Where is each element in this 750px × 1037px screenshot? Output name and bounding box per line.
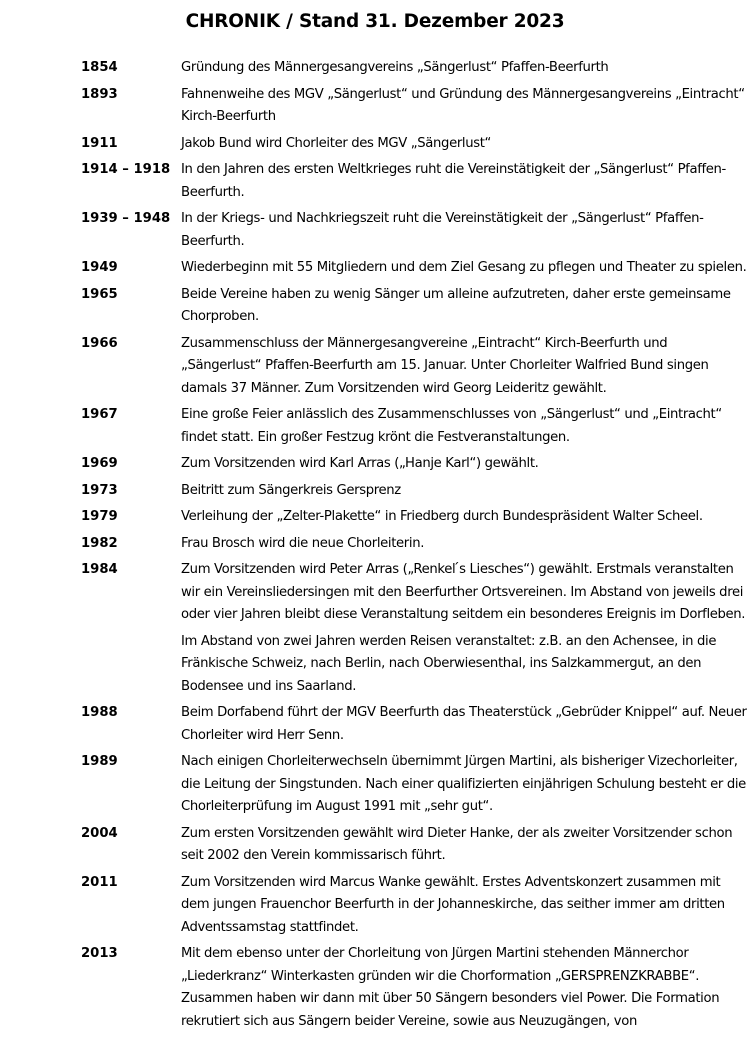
- chronicle-entry: [0, 404, 750, 449]
- entry-description: [181, 823, 749, 868]
- entry-description: [181, 480, 749, 503]
- chronicle-entry: [0, 333, 750, 401]
- chronicle-entry: [0, 133, 750, 156]
- entry-year: 1982: [81, 535, 118, 551]
- entry-description: [181, 453, 749, 476]
- chronicle-entry: [0, 751, 750, 819]
- entry-year: 1911: [81, 135, 118, 151]
- entry-year: 1893: [81, 86, 118, 102]
- chronicle-entry: [0, 159, 750, 204]
- entry-description: [181, 943, 749, 1033]
- chronicle-entry: [0, 284, 750, 329]
- entry-year: 1988: [81, 705, 118, 720]
- chronicle-entry: [0, 506, 750, 529]
- entry-paragraph: Zum Vorsitzenden wird Peter Arras („Renkel ́s Liesches“) gewählt. Erstmals veranstalten wir ein Vereinsliedersingen mit den Beerfurther Ortsvereinen. Im Abstand von jeweils drei oder vier Jahren bleibt diese Veranstaltung seitdem ein besonderes Ereignis im Dorfleben.: [181, 562, 746, 622]
- chronicle-entry: [0, 533, 750, 556]
- chronicle-entry: [0, 702, 750, 747]
- entry-paragraph: Jakob Bund wird Chorleiter des MGV „Sängerlust“: [181, 135, 492, 151]
- entry-description: [181, 133, 749, 156]
- entry-paragraph: Beitritt zum Sängerkreis Gersprenz: [181, 482, 401, 498]
- chronicle-entry: [0, 84, 750, 129]
- entry-year: 1965: [81, 286, 118, 302]
- chronicle-entry: [0, 257, 750, 280]
- entry-year: 1969: [81, 456, 118, 471]
- entry-description: [181, 208, 749, 253]
- chronicle-entry: [0, 480, 750, 503]
- entry-description: [181, 257, 749, 280]
- entry-description: [181, 702, 749, 747]
- chronicle-entry: [0, 57, 750, 80]
- chronicle-entry: [0, 943, 750, 1033]
- entry-description: [181, 751, 749, 819]
- entry-paragraph: In der Kriegs- und Nachkriegszeit ruht die Vereinstätigkeit der „Sängerlust“ Pfaffen-Beerfurth.: [181, 211, 704, 249]
- entry-paragraph: Frau Brosch wird die neue Chorleiterin.: [181, 535, 425, 551]
- entry-description: [181, 333, 749, 401]
- entry-paragraph: Gründung des Männergesangvereins „Sängerlust“ Pfaffen-Beerfurth: [181, 60, 609, 75]
- entry-description: [181, 284, 749, 329]
- entry-year: 1914 – 1918: [81, 162, 171, 177]
- entry-year: 1984: [81, 562, 118, 577]
- entry-paragraph: Beim Dorfabend führt der MGV Beerfurth das Theaterstück „Gebrüder Knippel“ auf. Neuer Chorleiter wird Herr Senn.: [181, 705, 747, 743]
- entry-year: 1949: [81, 260, 118, 275]
- entry-paragraph: Fahnenweihe des MGV „Sängerlust“ und Gründung des Männergesangvereins „Eintracht“ Kirch-Beerfurth: [181, 86, 745, 124]
- chronicle-list: [0, 57, 750, 1037]
- entry-paragraph: Im Abstand von zwei Jahren werden Reisen veranstaltet: z.B. an den Achensee, in die Fränkische Schweiz, nach Berlin, nach Oberwiesenthal, ins Salzkammergut, an den Bodensee und ins Saarland.: [181, 633, 717, 694]
- entry-description: [181, 872, 749, 940]
- entry-year: 1967: [81, 407, 118, 422]
- entry-paragraph: Eine große Feier anlässlich des Zusammenschlusses von „Sängerlust“ und „Eintracht“ findet statt. Ein großer Festzug krönt die Festveranstaltungen.: [181, 407, 722, 445]
- entry-year: 1989: [81, 754, 118, 769]
- entry-description: [181, 404, 749, 449]
- entry-year: 2011: [81, 874, 118, 890]
- chronicle-entry: [0, 208, 750, 253]
- entry-paragraph: Mit dem ebenso unter der Chorleitung von Jürgen Martini stehenden Männerchor „Liederkranz“ Winterkasten gründen wir die Chorformation „GERSPRENZKRABBE“. Zusammen haben wir dann mit über 50 Sängern besonders viel Power. Die Formation rekrutiert sich aus Sängern beider Vereine, sowie aus Neuzugängen, von: [181, 946, 720, 1029]
- entry-paragraph: Beide Vereine haben zu wenig Sänger um alleine aufzutreten, daher erste gemeinsame Chorproben.: [181, 286, 731, 324]
- entry-description: [181, 84, 749, 129]
- chronicle-entry: [0, 823, 750, 868]
- entry-year: 1939 – 1948: [81, 211, 171, 226]
- entry-description: [181, 559, 749, 698]
- entry-paragraph: Wiederbeginn mit 55 Mitgliedern und dem Ziel Gesang zu pflegen und Theater zu spielen.: [181, 260, 747, 275]
- page-title: CHRONIK / Stand 31. Dezember 2023: [185, 11, 565, 32]
- chronicle-entry: [0, 559, 750, 698]
- entry-paragraph: Zum Vorsitzenden wird Karl Arras („Hanje Karl“) gewählt.: [181, 456, 539, 471]
- entry-paragraph: Zum ersten Vorsitzenden gewählt wird Dieter Hanke, der als zweiter Vorsitzender schon seit 2002 den Verein kommissarisch führt.: [181, 825, 733, 863]
- chronicle-entry: [0, 453, 750, 476]
- entry-year: 1854: [81, 60, 118, 75]
- entry-description: [181, 57, 749, 80]
- entry-year: 1979: [81, 509, 118, 524]
- entry-paragraph: Zum Vorsitzenden wird Marcus Wanke gewählt. Erstes Adventskonzert zusammen mit dem jungen Frauenchor Beerfurth in der Johanneskirche, das seither immer am dritten Adventssamstag stattfindet.: [181, 874, 725, 935]
- entry-paragraph: Zusammenschluss der Männergesangvereine „Eintracht“ Kirch-Beerfurth und „Sängerlust“ Pfaffen-Beerfurth am 15. Januar. Unter Chorleiter Walfried Bund singen damals 37 Männer. Zum Vorsitzenden wird Georg Leideritz gewählt.: [181, 335, 709, 396]
- entry-year: 1973: [81, 482, 118, 498]
- entry-year: 2013: [81, 946, 118, 961]
- entry-paragraph: In den Jahren des ersten Weltkrieges ruht die Vereinstätigkeit der „Sängerlust“ Pfaffen-Beerfurth.: [181, 162, 726, 200]
- entry-paragraph: Verleihung der „Zelter-Plakette“ in Friedberg durch Bundespräsident Walter Scheel.: [181, 509, 703, 524]
- entry-description: [181, 159, 749, 204]
- entry-description: [181, 533, 749, 556]
- entry-paragraph: Nach einigen Chorleiterwechseln übernimmt Jürgen Martini, als bisheriger Vizechorleiter, die Leitung der Singstunden. Nach einer qualifizierten einjährigen Schulung besteht er die Chorleiterprüfung im August 1991 mit „sehr gut“.: [181, 754, 746, 814]
- entry-year: 2004: [81, 825, 118, 841]
- chronicle-entry: [0, 872, 750, 940]
- entry-year: 1966: [81, 335, 118, 351]
- entry-description: [181, 506, 749, 529]
